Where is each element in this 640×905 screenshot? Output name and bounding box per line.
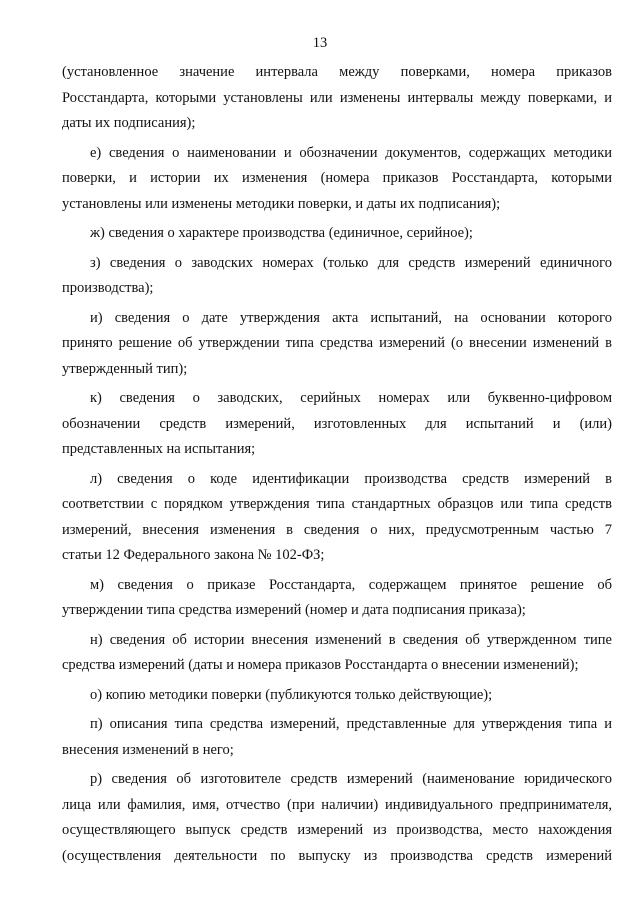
paragraph-l-line: л) сведения о коде идентификации производства средств измерений в <box>90 470 612 487</box>
text-line: утвержденный тип); <box>62 360 188 377</box>
text-line: внесения изменений в него; <box>62 741 234 758</box>
text-line: обозначении средств измерений, изготовленных для испытаний и (или) <box>62 415 612 432</box>
text-line: соответствии с порядком утверждения типа стандартных образцов или типа средств <box>62 496 612 512</box>
text-line: утверждении типа средства измерений (номер и дата подписания приказа); <box>62 602 526 618</box>
paragraph-z-line: з) сведения о заводских номерах (только для средств измерений единичного <box>90 254 612 271</box>
text-line: поверки, и истории их изменения (номера приказов Росстандарта, которыми <box>62 170 612 186</box>
text-line: лица или фамилия, имя, отчество (при наличии) индивидуального предпринимателя, <box>62 796 612 813</box>
document-body <box>62 60 612 869</box>
text-line: (установленное значение интервала между поверками, номера приказов <box>62 64 612 80</box>
paragraph-k-line: к) сведения о заводских, серийных номерах или буквенно-цифровом <box>90 390 612 406</box>
text-line: осуществляющего выпуск средств измерений из производства, место нахождения <box>62 822 612 838</box>
text-line: измерений, внесения изменения в сведения о них, предусмотренным частью 7 <box>62 521 612 538</box>
text-line: установлены или изменены методики поверки, и даты их подписания); <box>62 195 501 212</box>
paragraph-i-line: и) сведения о дате утверждения акта испытаний, на основании которого <box>90 309 612 326</box>
paragraph-o-line: о) копию методики поверки (публикуются только действующие); <box>90 686 493 703</box>
text-line: принято решение об утверждении типа средства измерений (о внесении изменений в <box>62 335 612 351</box>
paragraph-m-line: м) сведения о приказе Росстандарта, содержащем принятое решение об <box>90 576 612 593</box>
paragraph-r-line: р) сведения об изготовителе средств измерений (наименование юридического <box>90 771 612 787</box>
paragraph-zh-line: ж) сведения о характере производства (единичное, серийное); <box>90 225 473 241</box>
paragraph-p-line: п) описания типа средства измерений, представленные для утверждения типа и <box>90 716 612 732</box>
text-line: статьи 12 Федерального закона № 102-ФЗ; <box>62 547 325 563</box>
text-line: производства); <box>62 280 154 296</box>
text-line: даты их подписания); <box>62 115 196 131</box>
text-line: (осуществления деятельности по выпуску из производства средств измерений <box>62 847 612 864</box>
paragraph-e-line: е) сведения о наименовании и обозначении документов, содержащих методики <box>90 144 612 161</box>
text-line: представленных на испытания; <box>62 441 256 457</box>
text-line: средства измерений (даты и номера приказов Росстандарта о внесении изменений); <box>62 657 579 673</box>
text-line: Росстандарта, которыми установлены или изменены интервалы между поверками, и <box>62 89 612 106</box>
paragraph-n-line: н) сведения об истории внесения изменений в сведения об утвержденном типе <box>90 631 612 648</box>
page-number: 13 <box>312 35 328 51</box>
